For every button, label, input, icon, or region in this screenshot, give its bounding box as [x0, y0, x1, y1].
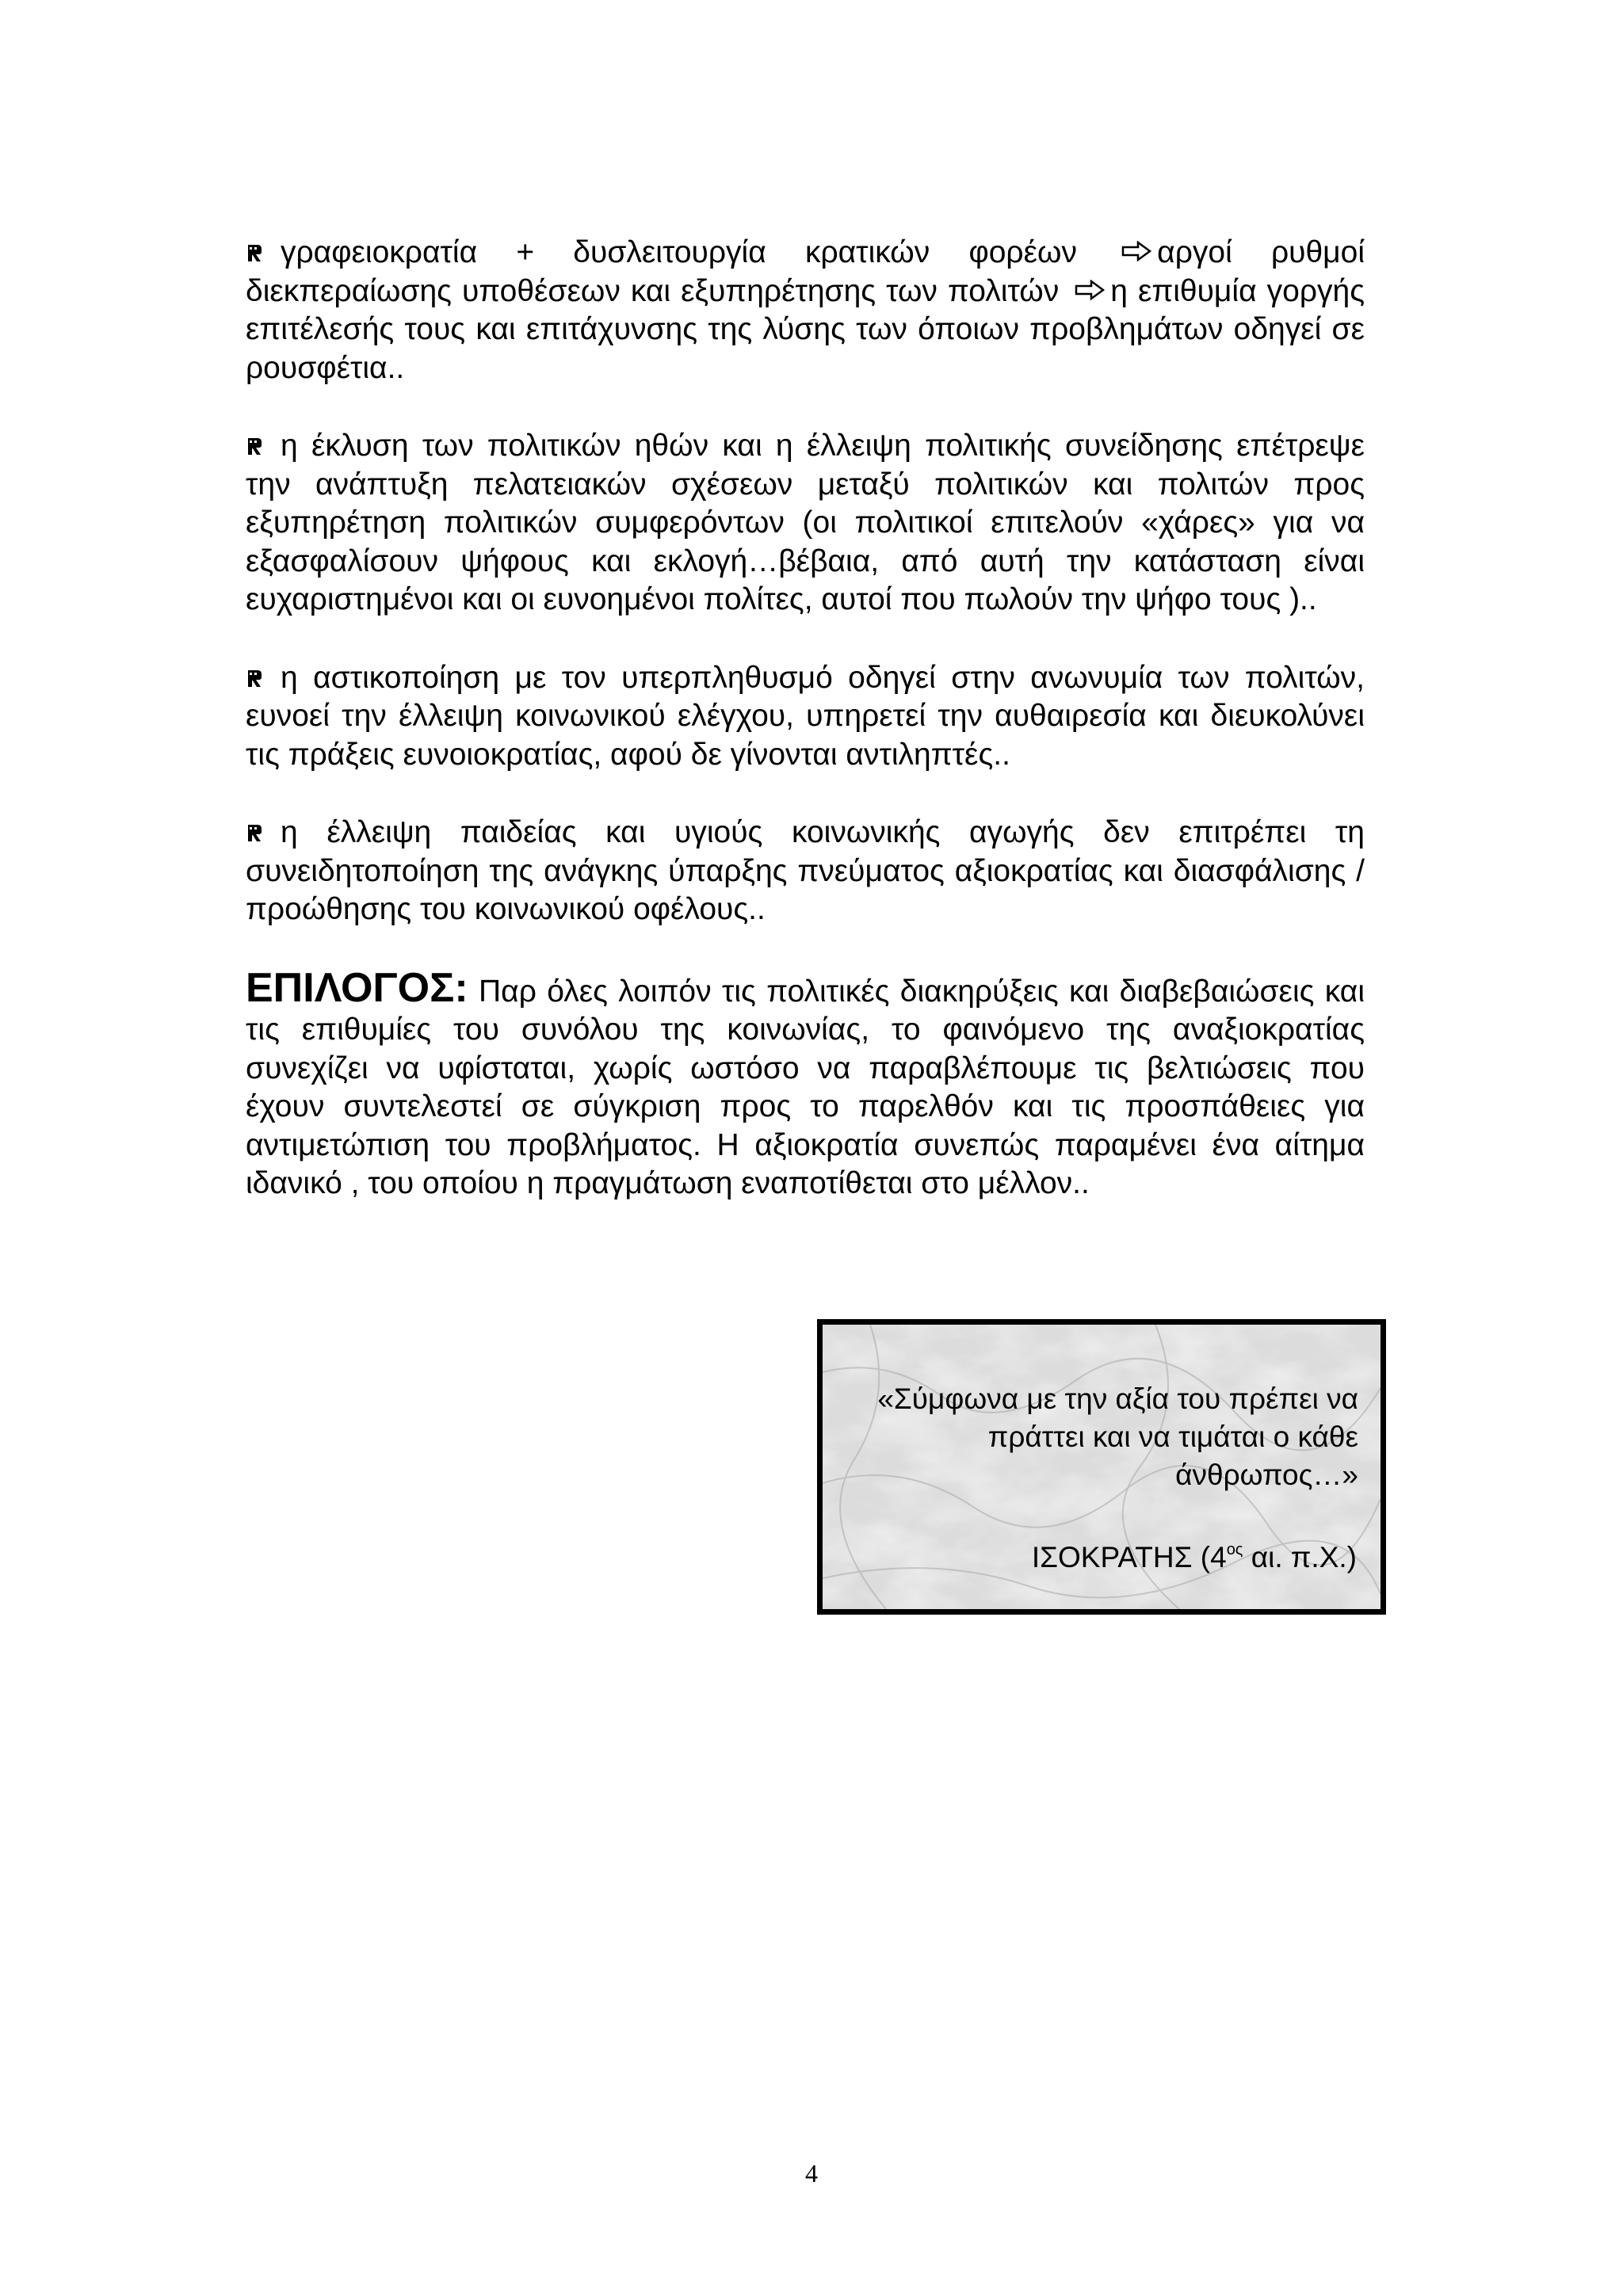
hollow-right-arrow-icon [1074, 280, 1106, 300]
paragraph-1-part-2: αργοί ρυθμοί διεκπεραίωσης υποθέσεων και εξυπηρέτησης των πολιτών [246, 235, 1365, 308]
bullet-paragraph-3 [246, 659, 1365, 775]
paragraph-4-text: η έλλειψη παιδείας και υγιούς κοινωνικής αγωγής δεν επιτρέπει τη συνειδητοποίηση της ανάγκης ύπαρξης πνεύματος αξιοκρατίας και διασφάλισης / προώθησης του κοινωνικού οφέλους.. [246, 815, 1365, 926]
paragraph-1-part-1: γραφειοκρατία + δυσλειτουργία κρατικών φορέων [281, 235, 1077, 269]
bullet-paragraph-4 [246, 814, 1365, 929]
pen-hand-bullet-icon [246, 822, 263, 844]
epilogue-heading: ΕΠΙΛΟΓΟΣ: [246, 964, 468, 1011]
quote-author-ordinal: ος [1226, 1541, 1243, 1558]
body-text [246, 234, 1365, 1243]
bullet-paragraph-2 [246, 427, 1365, 620]
epilogue-paragraph [246, 964, 1365, 1203]
epilogue-text: Παρ όλες λοιπόν τις πολιτικές διακηρύξεις και διαβεβαιώσεις και τις επιθυμίες του συνόλου της κοινωνίας, το φαινόμενο της αναξιοκρατίας συνεχίζει να υφίσταται, χωρίς ωστόσο να παραβλέπουμε τις βελτιώσεις που έχουν συντελεστεί σε σύγκριση προς το παρελθόν και τις προσπάθειες για αντιμετώπιση του προβλήματος. Η αξιοκρατία συνεπώς παραμένει ένα αίτημα ιδανικό , του οποίου η πραγμάτωση εναποτίθεται στο μέλλον.. [246, 974, 1365, 1200]
quote-author [1032, 1531, 1357, 1577]
pen-hand-bullet-icon [246, 435, 263, 457]
page-number: 4 [805, 2159, 818, 2187]
quote-author-name: ΙΣΟΚΡΑΤΗΣ (4 [1031, 1541, 1227, 1573]
paragraph-2-text: η έκλυση των πολιτικών ηθών και η έλλειψη πολιτικής συνείδησης επέτρεψε την ανάπτυξη πελατειακών σχέσεων μεταξύ πολιτικών και πολιτών προς εξυπηρέτηση πολιτικών συμφερόντων (οι πολιτικοί επιτελούν «χάρες» για να εξασφαλίσουν ψήφους και εκλογή…βέβαια, από αυτή την κατάσταση είναι ευχαριστημένοι και οι ευνοημένοι πολίτες, αυτοί που πωλούν την ψήφο τους ).. [246, 429, 1365, 616]
hollow-right-arrow-icon [1121, 241, 1152, 261]
quote-box [817, 1319, 1386, 1615]
pen-hand-bullet-icon [246, 667, 263, 689]
bullet-paragraph-1 [246, 234, 1365, 387]
pen-hand-bullet-icon [246, 242, 263, 264]
quote-author-era: αι. π.Χ.) [1243, 1541, 1357, 1573]
paragraph-1-part-3: η επιθυμία γοργής επιτέλεσής τους και επιτάχυνσης της λύσης των όποιων προβλημάτων οδηγεί σε ρουσφέτια.. [246, 273, 1365, 385]
quote-text: «Σύμφωνα με την αξία του πρέπει να πράττει και να τιμάται ο κάθε άνθρωπος…» [877, 1383, 1358, 1491]
paragraph-3-text: η αστικοποίηση με τον υπερπληθυσμό οδηγεί στην ανωνυμία των πολιτών, ευνοεί την έλλειψη κοινωνικού ελέγχου, υπηρετεί την αυθαιρεσία και διευκολύνει τις πράξεις ευνοιοκρατίας, αφού δε γίνονται αντιληπτές.. [246, 660, 1365, 772]
